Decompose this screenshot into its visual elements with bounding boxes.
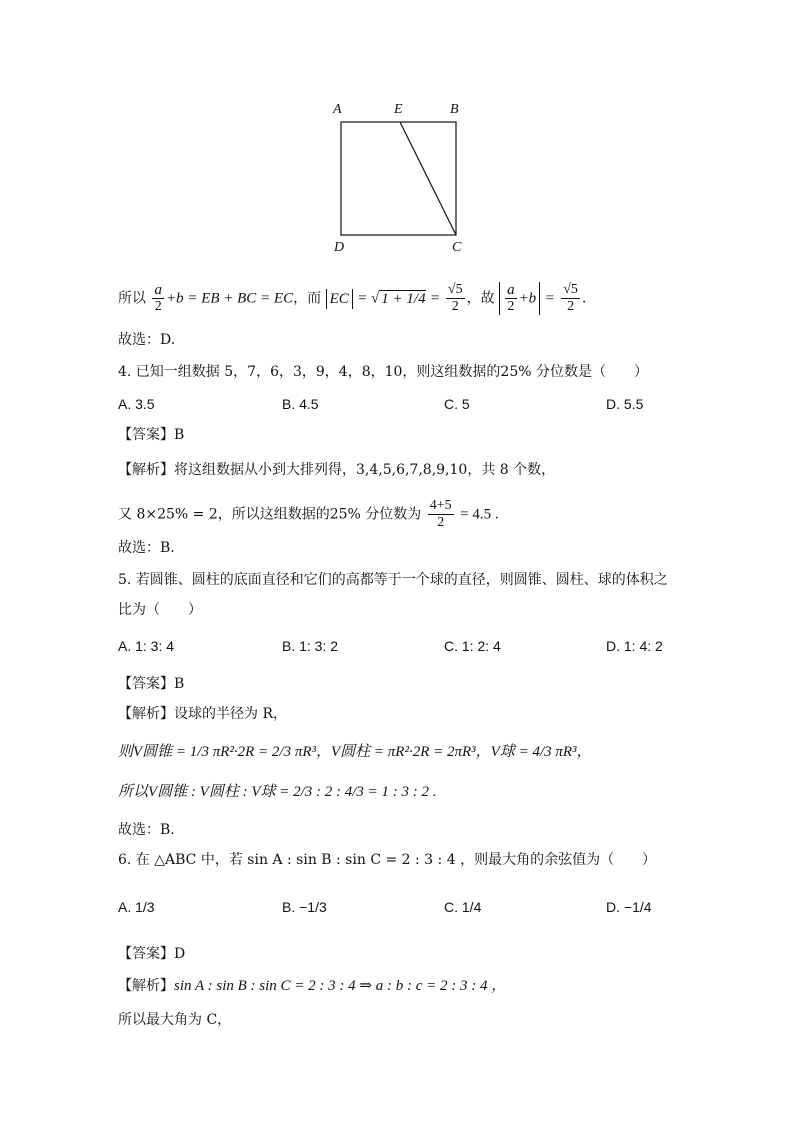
q4-analysis-2: 又 8×25% = 2，所以这组数据的25% 分位数为 $\frac{4+5}{2}$ = 4.5 . <box>118 498 499 530</box>
q6-answer: 【答案】D <box>118 946 186 962</box>
q5-analysis-2: 则V圆锥 = 1/3 πR²·2R = 2/3 πR³，V圆柱 = πR²·2R = 2πR³，V球 = 4/3 πR³， <box>118 744 592 760</box>
q5-choose: 故选：B. <box>118 822 175 838</box>
q4-choose: 故选：B. <box>118 540 175 556</box>
q6-analysis-1: 【解析】sin A : sin B : sin C = 2 : 3 : 4 ⇒ a : b : c = 2 : 3 : 4 ， <box>118 978 507 994</box>
q5-stem-2: 比为（ ） <box>118 602 202 618</box>
label-c: C <box>452 240 462 255</box>
q6-stem: 6. 在 △ABC 中，若 sin A : sin B : sin C = 2 : 3 : 4 ，则最大角的余弦值为（ ） <box>118 852 657 868</box>
segment-ec <box>400 122 456 235</box>
label-b: B <box>450 102 459 117</box>
q5-option-b: B. 1: 3: 2 <box>282 638 339 654</box>
prev-answer: 故选：D. <box>118 332 176 348</box>
q5-analysis-3: 所以V圆锥 : V圆柱 : V球 = 2/3 : 2 : 4/3 = 1 : 3 : 2 . <box>118 784 437 800</box>
q4-option-a: A. 3.5 <box>118 396 155 412</box>
q4-option-d: D. 5.5 <box>606 396 644 412</box>
q5-option-a: A. 1: 3: 4 <box>118 638 175 654</box>
q5-option-d: D. 1: 4: 2 <box>606 638 663 654</box>
q5-option-c: C. 1: 2: 4 <box>444 638 501 654</box>
q6-option-a: A. 1/3 <box>118 899 155 915</box>
square-abcd <box>341 122 456 235</box>
prev-conclusion: 所以 $\frac{a}{2}$ +b = EB + BC = EC，而 EC = √ 1 + 1/4 = $\frac{√5}{2}$ ，故 $\frac{a}{2}$ +b = $\frac{√5}{2}$ . <box>118 282 587 314</box>
q6-option-b: B. −1/3 <box>282 899 327 915</box>
q5-answer: 【答案】B <box>118 676 185 692</box>
square-figure <box>320 95 480 260</box>
q4-option-c: C. 5 <box>444 396 470 412</box>
q4-analysis-1: 【解析】将这组数据从小到大排列得，3,4,5,6,7,8,9,10，共 8 个数， <box>118 462 556 478</box>
q4-answer: 【答案】B <box>118 427 185 443</box>
q5-stem-1: 5. 若圆锥、圆柱的底面直径和它们的高都等于一个球的直径，则圆锥、圆柱、球的体积之 <box>118 572 668 588</box>
label-d: D <box>334 240 345 255</box>
q6-option-d: D. −1/4 <box>606 899 652 915</box>
q6-analysis-2: 所以最大角为 C， <box>118 1012 232 1028</box>
q4-option-b: B. 4.5 <box>282 396 319 412</box>
label-e: E <box>394 102 403 117</box>
label-a: A <box>333 102 342 117</box>
q6-option-c: C. 1/4 <box>444 899 482 915</box>
q4-stem: 4. 已知一组数据 5，7，6，3，9，4，8，10，则这组数据的25% 分位数是（ ） <box>118 364 648 380</box>
q5-analysis-1: 【解析】设球的半径为 R， <box>118 706 287 722</box>
